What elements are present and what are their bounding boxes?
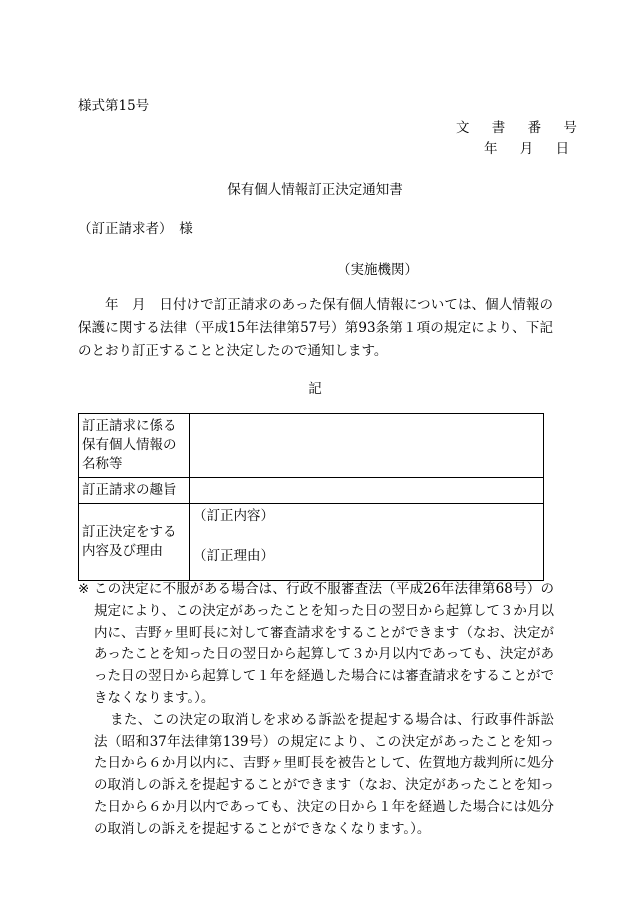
form-number: 様式第15号 (78, 98, 150, 114)
notice-body: 年 月 日付けで訂正請求のあった保有個人情報については、個人情報の保護に関する法律（平成15年法律第57号）第93条第１項の規定により、下記のとおり訂正することと決定したので通知します。 (78, 297, 553, 359)
document-date-label: 年 月 日 (484, 141, 579, 157)
agency-line: （実施機関） (337, 262, 418, 278)
table-row (79, 504, 544, 581)
decision-content-label: 訂正決定をする内容及び理由 (79, 504, 190, 581)
request-purpose-label: 訂正請求の趣旨 (79, 478, 190, 504)
lawsuit-note-text: また、この決定の取消しを求める訴訟を提起する場合は、行政事件訴訟法（昭和37年法律第139号）の規定により、この決定があったことを知った日から６か月以内に、吉野ヶ里町長を被告として、佐賀地方裁判所に処分の取消しの訴えを提起することができます（なお、決定があったことを知った日から６か月以内であっても、決定の日から１年を経過した場合には処分の取消しの訴えを提起することができなくなります。）。 (94, 711, 554, 837)
info-name-value (190, 414, 544, 478)
lawsuit-note (78, 710, 554, 841)
correction-reason-heading: （訂正理由） (193, 548, 274, 564)
document-number-label: 文 書 番 号 (456, 120, 586, 136)
table-row (79, 414, 544, 478)
detail-table (78, 413, 544, 581)
notes-section (78, 579, 554, 841)
correction-content-heading: （訂正内容） (193, 508, 274, 524)
recipient-line: （訂正請求者） 様 (78, 221, 193, 237)
appeal-note (78, 579, 554, 710)
request-purpose-value (190, 478, 544, 504)
info-name-label: 訂正請求に係る保有個人情報の名称等 (79, 414, 190, 478)
decision-content-value (190, 504, 544, 581)
table-row (79, 478, 544, 504)
note-mark: ※ (78, 581, 90, 597)
document-title: 保有個人情報訂正決定通知書 (227, 182, 403, 198)
record-heading: 記 (308, 381, 322, 397)
appeal-note-text: この決定に不服がある場合は、行政不服審査法（平成26年法律第68号）の規定により、この決定があったことを知った日の翌日から起算して３か月以内に、吉野ヶ里町長に対して審査請求をすることができます（なお、決定があったことを知った日の翌日から起算して３か月以内であっても、決定があった日の翌日から起算して１年を経過した場合には審査請求をすることができなくなります。）。 (94, 581, 554, 706)
